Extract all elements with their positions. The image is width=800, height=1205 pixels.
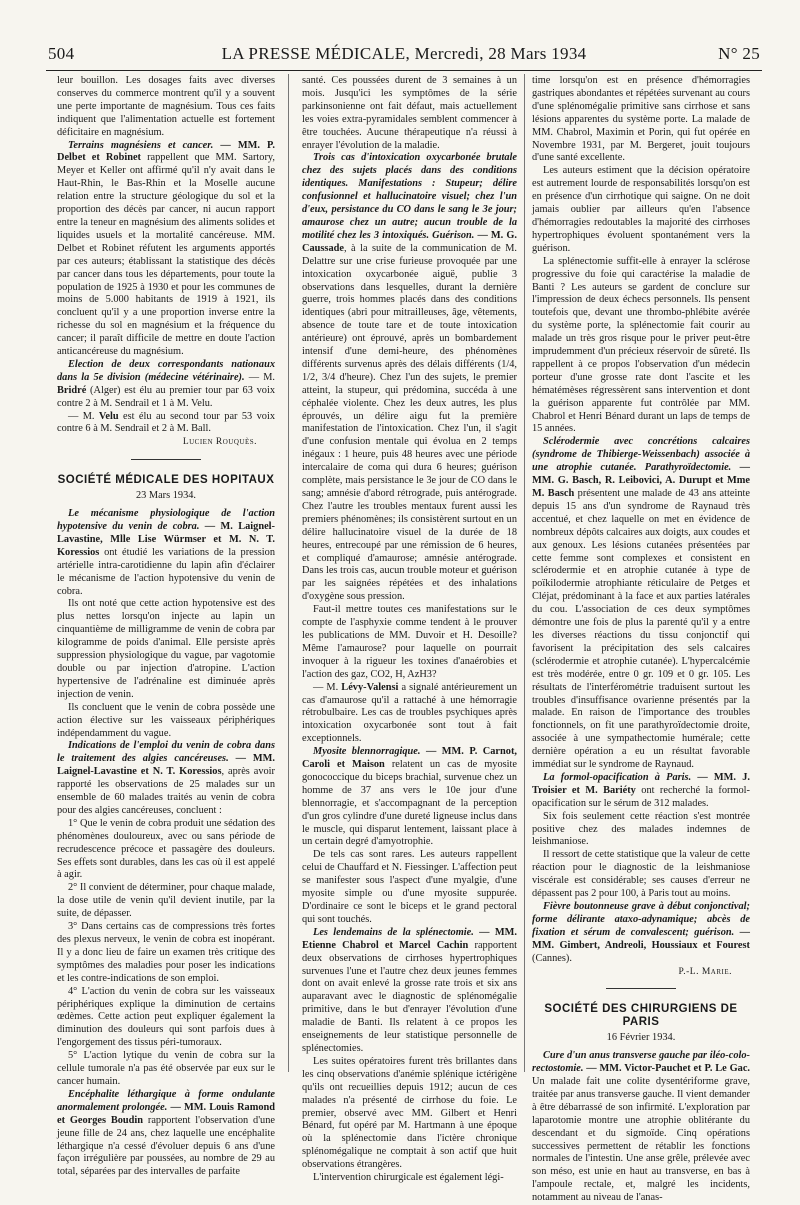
article-text: , après avoir rapporté les observations de 25 malades sur un ensemble de 60 malades traités au venin de cobra pour des algies cancéreuses, concluent :	[57, 766, 275, 816]
article-text: rapportent l'observation d'une jeune fille de 24 ans, chez laquelle une encéphalite léthargique n'a cessé d'évoluer depuis 6 ans d'une façon irrégulière par poussées, au nombre de 29 au total, séparées par des intervalles de parfaite	[57, 1114, 275, 1178]
paragraph	[302, 152, 517, 604]
paragraph: Les auteurs estiment que la décision opératoire est autrement lourde de responsabilités lorsqu'on est en présence d'un cirrhotique qui saigne. On ne doit jamais oublier par ailleurs qu'en l'absence d'hémorragies redoutables la majorité des cirrhoses hypertrophiques évoluent spontanément vers la guérison.	[532, 165, 750, 254]
column-separator	[288, 74, 289, 1072]
paragraph: 5° L'action lytique du venin de cobra sur la cellule tumorale n'a pas été observée par eux sur le cancer humain.	[57, 1050, 275, 1087]
article-title: Encéphalite léthargique à forme ondulante anormalement prolongée.	[57, 1088, 275, 1113]
section-date: 16 Février 1934.	[606, 1032, 676, 1044]
article-authors: — MM. Victor-Pauchet et P. Le Gac.	[583, 1063, 750, 1075]
article-text: rapportent deux observations de cirrhoses hypertrophiques survenues l'une et l'autre chez deux jeunes femmes dont on avait enlevé la grosse rate trois et six ans auparavant avec le diagnostic de splénomégalie primitive, dans le but d'enrayer l'évolution d'une maladie de Banti. Ils relatent à ce propos les enseignements de leur statistique personnelle de splénectomies.	[302, 939, 518, 1054]
paragraph: Faut-il mettre toutes ces manifestations sur le compte de l'asphyxie comme tendent à le prouver les publications de MM. Duvoir et H. Desoille? Même l'amaurose? pour laquelle on pourrait invoquer à la rigueur les toxines d'anaérobies et l'action des gaz, CO2, H, AzH3?	[302, 604, 517, 680]
article-title: Cure d'un anus transverse gauche par iléo-colo-rectostomie.	[532, 1050, 750, 1075]
paragraph	[532, 772, 750, 811]
paragraph	[57, 411, 275, 437]
paragraph	[302, 682, 517, 747]
article-title: Fièvre boutonneuse grave à début conjonctival; forme délirante ataxo-adynamique; abcès de fixation et sérum de convalescent; guérison.	[532, 901, 750, 938]
page-header	[48, 44, 760, 66]
paragraph: Six fois seulement cette réaction s'est montrée positive chez des malades indemnes de leishmaniose.	[532, 810, 750, 848]
article-authors: — MM. Etienne Chabrol et Marcel Cachin	[302, 926, 517, 951]
paragraph: 1° Que le venin de cobra produit une sédation des phénomènes douloureux, avec ou sans période de recrudescence précoce et passagère des douleurs. Ses effets sont durables, dans les cas où il est appelé à agir.	[57, 817, 275, 881]
article-title: Terrains magnésiens et cancer.	[68, 139, 214, 151]
section-heading: SOCIÉTÉ MÉDICALE DES HOPITAUX	[57, 474, 275, 487]
article-authors: — MM. G. Basch, R. Leibovici, A. Durupt et Mme M. Basch	[532, 462, 750, 499]
signature: Lucien Rouquès.	[182, 437, 257, 448]
paragraph	[302, 927, 517, 1056]
article-title: Indications de l'emploi du venin de cobra dans le traitement des algies cancéreuses.	[57, 740, 275, 765]
paragraph: Ils concluent que le venin de cobra possède une action élective sur les vaisseaux périphériques indépendamment du vague.	[57, 701, 275, 739]
article-title: Trois cas d'intoxication oxycarbonée brutale chez des sujets placés dans des conditions identiques. Manifestations : Stupeur; délire confusionnel et hallucinatoire visuel; chez l'un d'eux, persistance du CO dans le sang le 3e jour; amaurose chez un autre; aucun trouble de la motilité chez les 3 intoxiqués. Guérison.	[302, 152, 517, 241]
paragraph	[532, 436, 750, 772]
paragraph	[57, 508, 275, 598]
text: — M.	[313, 681, 342, 693]
paragraph	[57, 359, 275, 411]
column-1	[57, 75, 275, 1178]
article-authors: — MM. J. Troisier et M. Bariéty	[532, 771, 750, 796]
article-authors: — MM. Laignel-Lavastine et N. T. Koressios	[57, 753, 275, 778]
paragraph: Ils ont noté que cette action hypotensive est des plus nettes lorsqu'on injecte au lapin un cinquantième de milligramme de venin de cobra par kilogramme de poids d'animal. Elle persiste après suppression physiologique du vague, par vagotomie double ou par injection d'atropine. L'action hypertensive de l'adrénaline est diminuée après injection de venin.	[57, 598, 275, 700]
section-divider	[606, 988, 676, 989]
paragraph	[57, 140, 275, 359]
paragraph: 3° Dans certains cas de compressions très fortes des plexus nerveux, le venin de cobra est inopérant. Il y a donc lieu de faire un examen très critique des symptômes des maladies pour poser les indications et les contre-indications de son emploi.	[57, 921, 275, 984]
paragraph: leur bouillon. Les dosages faits avec diverses conserves du commerce montrent qu'il y a souvent une perte importante de magnésium. Tous ces faits indiquent que l'alimentation actuelle est fortement déficitaire en magnésium.	[57, 75, 275, 138]
paragraph: Il ressort de cette statistique que la valeur de cette réaction pour le diagnostic de la leishmaniose viscérale est considérable; ses causes d'erreur ne dépassent pas 2 pour 100, à Paris tout au moins.	[532, 849, 750, 900]
article-title: Election de deux correspondants nationaux dans la 5e division (médecine vétérinaire).	[57, 358, 275, 383]
page-number: 504	[48, 44, 75, 63]
text: — M.	[244, 371, 275, 383]
text: a signalé antérieurement un cas d'amaurose qu'il a rattaché à une hémorragie rétrobulbaire. Les cas de troubles psychiques après intoxication oxycarbonée sont tout à fait exceptionnels.	[302, 681, 517, 745]
paragraph	[532, 1050, 750, 1205]
article-title: Myosite blennorragique.	[313, 746, 421, 758]
issue-number: N° 25	[718, 44, 760, 63]
paragraph: 4° L'action du venin de cobra sur les vaisseaux périphériques explique la diminution de certains œdèmes. Cette action peut expliquer également la diminution des douleurs qui sont parfois dues à l'engorgement des tissus péri-tumoraux.	[57, 985, 275, 1049]
article-title: Les lendemains de la splénectomie.	[313, 926, 474, 938]
paragraph: La splénectomie suffit-elle à enrayer la sclérose progressive du foie qui caractérise la maladie de Banti ? Les auteurs se gardent de conclure sur l'impression de deux échecs personnels. Ils pensent toutefois que, devant une thrombo-phlébite avérée du système porte, la splénectomie fait courir au malade un très gros risque pour le priver peut-être imprudemment d'un précieux réservoir de sûreté. Ils rappellent à ce propos l'observation d'un médecin porteur d'une grosse rate dont l'ascite et les hématémèses régressèrent sans intervention et dont la guérison apparente fut contrôlée par MM. Chabrol et Henri Bénard durant un laps de temps de 15 années.	[532, 255, 750, 435]
article-text: ont recherché la formol-opacification sur le sérum de 312 malades.	[532, 784, 750, 809]
article-text: (Cannes).	[532, 952, 572, 964]
paragraph	[57, 1089, 275, 1179]
article-text: Un malade fait une colite dysentériforme grave, traitée par anus transverse gauche. Il vient demander à être débarrassé de son infirmité. L'exploration par laparotomie montre une atrophie oblitérante du descendant et du sigmoïde. Cinq opérations successives permettent de rétablir les fonctions normales de l'intestin. Une anse grêle, prélevée avec son méso, est unie en haut au transverse, en bas à l'ampoule rectale, et, malgré les incidents, notamment au niveau de l'anas-	[532, 1075, 750, 1204]
article-authors: — MM. Louis Ramond et Georges Boudin	[57, 1101, 275, 1126]
section-date: 23 Mars 1934.	[135, 490, 197, 502]
header-rule	[46, 70, 762, 71]
author-name: Bridré	[57, 384, 87, 396]
paragraph	[302, 746, 517, 849]
paragraph: time lorsqu'on est en présence d'hémorragies gastriques abondantes et répétées survenant au cours d'une splénomégalie primitive sans cirrhose et sans lésions apparentes du système porte. La malade de MM. Chabrol, Maximin et Porin, qui fut opérée en Novembre 1931, par M. Bergeret, jouit toujours d'une santé excellente.	[532, 75, 750, 164]
article-authors: — MM. P. Carnot, Caroli et Maison	[302, 746, 517, 771]
signature: P.-L. Marie.	[678, 966, 732, 977]
article-authors: — MM. Gimbert, Andreoli, Houssiaux et Fourest	[532, 926, 750, 951]
author-name: Lévy-Valensi	[341, 681, 399, 693]
article-text: présentent une malade de 43 ans atteinte depuis 15 ans d'un syndrome de Raynaud très accentué, et chez laquelle on met en évidence de nombreux dépôts calcaires aux doigts, aux coudes et aux genoux. Les lésions cutanées présentées par cette femme sont complexes et consistent en sclérodermie et en atrophie cutanée à type de poïkilodermie atrophiante réticulaire de Petges et Cléjat, prédominant à la face et aux parties latérales du cou. L'association de ces deux symptômes démontre une fois de plus la parenté qu'il y a entre les diverses réactions du tissu conjonctif qui favorisent la précipitation des sels calcaires (sclérodermie et atrophie cutanée). L'hypercalcémie est très modérée, entre 0 gr. 109 et 0 gr. 105. Les résultats de l'interférométrie traduisent surtout les troubles d'insuffisance ovarienne présentés par la malade. En raison de l'importance des troubles fonctionnels, on fit une parathyroïdectomie droite, associée à une sympathectomie humérale; cette dernière opération a eu un résultat favorable immédiat sur le syndrome de Raynaud.	[532, 488, 750, 771]
paragraph: 2° Il convient de déterminer, pour chaque malade, la dose utile de venin qu'il devient inutile, par la suite, de dépasser.	[57, 882, 275, 920]
section-divider	[131, 459, 201, 460]
section-heading: SOCIÉTÉ DES CHIRURGIENS DE PARIS	[544, 1003, 738, 1029]
text: — M.	[68, 410, 99, 422]
article-authors: — MM. P. Delbet et Robinet	[57, 139, 275, 164]
paragraph	[532, 901, 750, 966]
journal-title: LA PRESSE MÉDICALE, Mercredi, 28 Mars 1934	[221, 44, 587, 63]
author-name: Velu	[98, 410, 119, 422]
article-title: La formol-opacification à Paris.	[543, 771, 692, 783]
article-text: , à la suite de la communication de M. Delattre sur une crise furieuse provoquée par une intoxication oxycarbonée aiguë, publie 3 observations dans lesquelles, durant la dernière guerre, trois hommes placés dans des conditions identiques (abri pour mitrailleuses, âge, vêtements, absence de toute tare et de toute intoxication antérieure) ont éprouvé, après un bombardement intensif d'une demi-heure, des phénomènes différents survenus après des délais différents (1/4, 1/2, 3/4 d'heure). Chez l'un des sujets, le premier atteint, la stupeur, qui prédomina, succéda à une céphalée violente. Chez les deux autres, les plus éprouvés, un délire aigu fut la première manifestation de l'intoxication. Chez l'un, il s'agit d'une confusion mentale qui évolua en 2 temps inégaux : 1 heure, puis 48 heures avec une période intercalaire de coma qui dura 6 heures; guérison complète, mais persistance le 3e jour de CO dans le sang; amnésie d'abord rétrograde, puis antérograde. Chez l'autre les troubles mentaux furent aussi les premiers phénomènes; ils consistèrent surtout en un délire hallucinatoire visuel de la durée de 18 heures, entrecoupé par une rémission de 6 heures, et compliqué d'amaurose; amnésie antérograde. Dans les trois cas, aucun trouble moteur et guérison par les saignées répétées et des inhalations d'oxygène sous pression.	[302, 242, 517, 603]
paragraph: De tels cas sont rares. Les auteurs rappellent celui de Chauffard et N. Fiessinger. L'affection peut se manifester sous l'aspect d'une myalgie, d'une myosite simple ou d'une myosite suppurée. D'ordinaire ce sont le biceps et le grand pectoral qui sont touchés.	[302, 849, 517, 925]
paragraph: santé. Ces poussées durent de 3 semaines à un mois. Jusqu'ici les symptômes de la série parkinsonienne ont fait défaut, mais actuellement les voies extra-pyramidales semblent commencer à être touchées. Aucune thérapeutique n'a réussi à enrayer l'évolution de la maladie.	[302, 75, 517, 151]
text: (Alger) est élu au premier tour par 63 voix contre 2 à M. Sendrail et 1 à M. Velu.	[57, 384, 275, 409]
paragraph	[57, 740, 275, 817]
column-separator	[524, 74, 525, 1072]
article-authors: — M. Laignel-Lavastine, Mlle Lise Würmser et M. N. T. Koressios	[57, 521, 275, 558]
article-text: ont étudié les variations de la pression artérielle intra-carotidienne du lapin afin d'éclairer le mécanisme de l'action hypotensive du venin de cobra.	[57, 546, 275, 597]
text: est élu au second tour par 53 voix contre 6 à M. Sendrail et 2 à M. Ball.	[57, 410, 275, 435]
article-authors: — M. G. Caussade	[302, 229, 517, 254]
column-3	[532, 75, 750, 1204]
paragraph: Les suites opératoires furent très brillantes dans les cinq observations d'anémie splénique ictérigène qu'ils ont recueillies depuis 1912; aucun de ces malades n'a présenté de cirrhose du foie. Le premier, observé avec MM. Gilbert et Henri Bénard, fut opéré par M. Hartmann à une époque où la splénectomie dans l'ictère chronique splénomégalique ne comptait à son actif que huit observations étrangères.	[302, 1055, 517, 1171]
article-text: rappellent que MM. Sartory, Meyer et Keller ont affirmé qu'il n'y avait dans le Haut-Rhin, le Bas-Rhin et la Moselle aucune relation entre la structure géologique du sol et la proportion des décès par cancer, ni aucun rapport entre la teneur en magnésium des aliments solides et liquides usuels et la mortalité cancéreuse. MM. Delbet et Robinet réfutent les arguments apportés par ces auteurs; établissant la statistique des décès par cancer dans tous les départements, pour toute la population de 1925 à 1930 et pour les communes de moins de 5.000 habitants de 1919 à 1921, ils concluent qu'il y a une proportion inverse entre la richesse du sol en magnésium et la fréquence du cancer; il paraît difficile de mettre en doute l'action anticancéreuse du magnésium.	[57, 152, 275, 358]
article-title: Le mécanisme physiologique de l'action hypotensive du venin de cobra.	[57, 508, 275, 532]
column-2	[302, 75, 518, 1184]
article-title: Sclérodermie avec concrétions calcaires (syndrome de Thibierge-Weissenbach) associée à une atrophie cutanée. Parathyroïdectomie.	[532, 436, 750, 474]
article-text: relatent un cas de myosite gonococcique du biceps brachial, survenue chez un homme de 37 ans vers le 10e jour d'une blennorragie, et s'accompagnant de la perception d'un gros cylindre d'une dureté ligneuse inclus dans le muscle, qui disparut lentement, laissant place à un certain degré d'amyotrophie.	[302, 759, 517, 848]
paragraph: L'intervention chirurgicale est également légi-	[313, 1172, 504, 1184]
